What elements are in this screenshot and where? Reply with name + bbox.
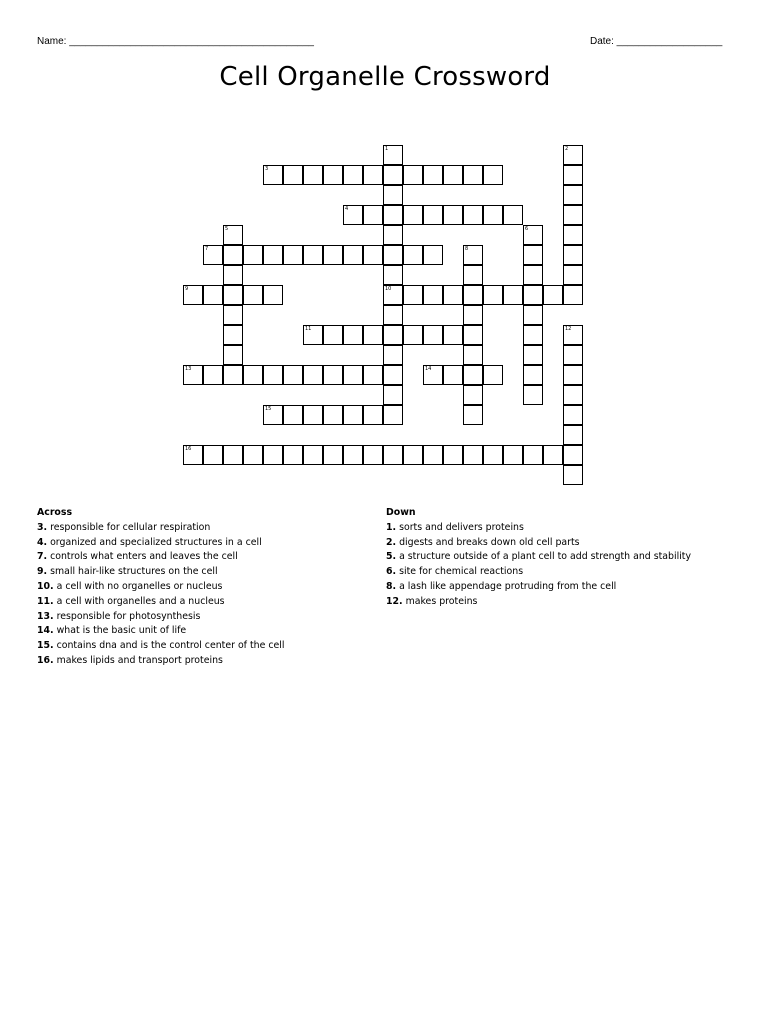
cell-number: 1 — [385, 146, 389, 152]
crossword-cell[interactable] — [563, 285, 583, 305]
cell-number: 3 — [265, 166, 269, 172]
crossword-cell[interactable] — [403, 325, 423, 345]
crossword-cell[interactable] — [443, 285, 463, 305]
crossword-cell[interactable] — [443, 325, 463, 345]
crossword-cell[interactable] — [563, 425, 583, 445]
crossword-cell[interactable] — [263, 165, 283, 185]
crossword-cell[interactable] — [443, 165, 463, 185]
clue-text: controls what enters and leaves the cell — [47, 551, 238, 563]
cell-number: 8 — [465, 246, 469, 252]
crossword-cell[interactable] — [243, 445, 263, 465]
clue-number: 1. — [386, 521, 397, 533]
clue-text: a structure outside of a plant cell to add strength and stability — [396, 551, 692, 563]
crossword-cell[interactable] — [463, 205, 483, 225]
crossword-cell[interactable] — [523, 385, 543, 405]
crossword-cell[interactable] — [283, 165, 303, 185]
crossword-cell[interactable] — [483, 165, 503, 185]
crossword-cell[interactable] — [563, 325, 583, 345]
crossword-cell[interactable] — [563, 445, 583, 465]
clue-across-4 — [37, 536, 377, 551]
crossword-cell[interactable] — [563, 165, 583, 185]
crossword-cell[interactable] — [463, 385, 483, 405]
down-clues — [386, 506, 746, 610]
crossword-cell[interactable] — [383, 165, 403, 185]
clue-across-14 — [37, 624, 377, 639]
crossword-cell[interactable] — [263, 285, 283, 305]
crossword-cell[interactable] — [183, 445, 203, 465]
crossword-cell[interactable] — [383, 145, 403, 165]
crossword-cell[interactable] — [463, 165, 483, 185]
clue-across-16 — [37, 654, 377, 669]
crossword-cell[interactable] — [383, 445, 403, 465]
crossword-cell[interactable] — [523, 305, 543, 325]
cell-number: 11 — [305, 326, 312, 332]
crossword-cell[interactable] — [383, 305, 403, 325]
clue-text: responsible for photosynthesis — [53, 610, 201, 622]
crossword-cell[interactable] — [323, 245, 343, 265]
clue-across-11 — [37, 595, 377, 610]
clue-across-9 — [37, 565, 377, 580]
crossword-cell[interactable] — [203, 285, 223, 305]
clue-text: makes lipids and transport proteins — [53, 654, 223, 666]
crossword-cell[interactable] — [563, 185, 583, 205]
clue-number: 10. — [37, 580, 54, 592]
crossword-cell[interactable] — [383, 225, 403, 245]
crossword-cell[interactable] — [223, 265, 243, 285]
crossword-cell[interactable] — [283, 365, 303, 385]
clue-number: 7. — [37, 551, 48, 563]
clue-text: what is the basic unit of life — [53, 625, 187, 637]
crossword-cell[interactable] — [343, 405, 363, 425]
crossword-cell[interactable] — [303, 325, 323, 345]
crossword-cell[interactable] — [563, 205, 583, 225]
clue-down-5 — [386, 550, 746, 565]
crossword-cell[interactable] — [423, 325, 443, 345]
clue-down-8 — [386, 580, 746, 595]
crossword-cell[interactable] — [483, 445, 503, 465]
clue-number: 9. — [37, 566, 48, 578]
crossword-cell[interactable] — [343, 245, 363, 265]
crossword-cell[interactable] — [523, 325, 543, 345]
crossword-cell[interactable] — [303, 165, 323, 185]
crossword-cell[interactable] — [283, 445, 303, 465]
crossword-cell[interactable] — [443, 205, 463, 225]
date-field: Date: ___________________ — [590, 36, 723, 47]
crossword-cell[interactable] — [363, 205, 383, 225]
crossword-cell[interactable] — [563, 345, 583, 365]
cell-number: 12 — [565, 326, 572, 332]
crossword-cell[interactable] — [203, 445, 223, 465]
crossword-cell[interactable] — [323, 165, 343, 185]
crossword-cell[interactable] — [483, 205, 503, 225]
crossword-cell[interactable] — [303, 365, 323, 385]
crossword-cell[interactable] — [463, 305, 483, 325]
crossword-cell[interactable] — [363, 325, 383, 345]
cell-number: 9 — [185, 286, 189, 292]
crossword-cell[interactable] — [523, 225, 543, 245]
clue-number: 15. — [37, 640, 54, 652]
crossword-cell[interactable] — [543, 445, 563, 465]
clue-number: 6. — [386, 566, 397, 578]
crossword-cell[interactable] — [283, 405, 303, 425]
crossword-cell[interactable] — [383, 185, 403, 205]
crossword-cell[interactable] — [423, 165, 443, 185]
crossword-cell[interactable] — [403, 205, 423, 225]
clue-text: organized and specialized structures in a cell — [47, 536, 262, 548]
cell-number: 5 — [225, 226, 229, 232]
clue-across-3 — [37, 521, 377, 536]
crossword-cell[interactable] — [223, 365, 243, 385]
clue-down-2 — [386, 536, 746, 551]
cell-number: 2 — [565, 146, 569, 152]
cell-number: 13 — [185, 366, 192, 372]
crossword-cell[interactable] — [223, 325, 243, 345]
clue-text: small hair-like structures on the cell — [47, 566, 218, 578]
crossword-cell[interactable] — [343, 445, 363, 465]
cell-number: 6 — [525, 226, 529, 232]
crossword-cell[interactable] — [503, 285, 523, 305]
crossword-cell[interactable] — [463, 365, 483, 385]
down-heading: Down — [386, 507, 416, 518]
crossword-cell[interactable] — [563, 225, 583, 245]
clue-number: 16. — [37, 654, 54, 666]
crossword-cell[interactable] — [243, 365, 263, 385]
crossword-cell[interactable] — [383, 205, 403, 225]
crossword-cell[interactable] — [563, 405, 583, 425]
clue-text: a lash like appendage protruding from the cell — [396, 580, 617, 592]
name-field: Name: ____________________________________________ — [37, 36, 314, 47]
crossword-cell[interactable] — [283, 245, 303, 265]
crossword-cell[interactable] — [363, 405, 383, 425]
crossword-cell[interactable] — [363, 445, 383, 465]
clue-across-7 — [37, 550, 377, 565]
crossword-cell[interactable] — [463, 445, 483, 465]
crossword-grid — [0, 0, 770, 500]
clue-text: sorts and delivers proteins — [396, 521, 524, 533]
clue-number: 5. — [386, 551, 397, 563]
cell-number: 4 — [345, 206, 349, 212]
crossword-cell[interactable] — [403, 245, 423, 265]
crossword-cell[interactable] — [203, 365, 223, 385]
clue-text: site for chemical reactions — [396, 566, 524, 578]
crossword-cell[interactable] — [223, 225, 243, 245]
clue-number: 2. — [386, 536, 397, 548]
cell-number: 16 — [185, 446, 192, 452]
crossword-cell[interactable] — [183, 365, 203, 385]
across-clues — [37, 506, 377, 669]
crossword-cell[interactable] — [503, 205, 523, 225]
clue-number: 4. — [37, 536, 48, 548]
clue-number: 8. — [386, 580, 397, 592]
clue-number: 14. — [37, 625, 54, 637]
crossword-cell[interactable] — [303, 405, 323, 425]
crossword-cell[interactable] — [463, 245, 483, 265]
crossword-cell[interactable] — [563, 265, 583, 285]
crossword-cell[interactable] — [523, 245, 543, 265]
crossword-cell[interactable] — [243, 285, 263, 305]
crossword-cell[interactable] — [503, 445, 523, 465]
crossword-cell[interactable] — [383, 385, 403, 405]
clue-text: a cell with organelles and a nucleus — [53, 595, 225, 607]
clue-text: a cell with no organelles or nucleus — [53, 580, 223, 592]
crossword-cell[interactable] — [383, 245, 403, 265]
cell-number: 7 — [205, 246, 209, 252]
crossword-cell[interactable] — [203, 245, 223, 265]
crossword-cell[interactable] — [403, 165, 423, 185]
page-title: Cell Organelle Crossword — [219, 62, 551, 92]
crossword-cell[interactable] — [403, 445, 423, 465]
cell-number: 10 — [385, 286, 392, 292]
crossword-cell[interactable] — [223, 445, 243, 465]
crossword-cell[interactable] — [403, 285, 423, 305]
crossword-cell[interactable] — [223, 305, 243, 325]
crossword-cell[interactable] — [323, 405, 343, 425]
crossword-cell[interactable] — [183, 285, 203, 305]
crossword-cell[interactable] — [523, 445, 543, 465]
crossword-cell[interactable] — [363, 365, 383, 385]
crossword-cell[interactable] — [323, 325, 343, 345]
crossword-cell[interactable] — [563, 145, 583, 165]
clue-number: 13. — [37, 610, 54, 622]
crossword-cell[interactable] — [223, 285, 243, 305]
crossword-cell[interactable] — [343, 365, 363, 385]
crossword-cell[interactable] — [303, 245, 323, 265]
crossword-cell[interactable] — [543, 285, 563, 305]
crossword-cell[interactable] — [263, 445, 283, 465]
cell-number: 14 — [425, 366, 432, 372]
crossword-cell[interactable] — [523, 285, 543, 305]
crossword-cell[interactable] — [243, 245, 263, 265]
clue-number: 3. — [37, 521, 48, 533]
crossword-cell[interactable] — [383, 345, 403, 365]
crossword-cell[interactable] — [343, 325, 363, 345]
clue-text: makes proteins — [402, 595, 478, 607]
crossword-cell[interactable] — [263, 245, 283, 265]
crossword-cell[interactable] — [343, 165, 363, 185]
crossword-cell[interactable] — [223, 345, 243, 365]
crossword-cell[interactable] — [463, 405, 483, 425]
clue-across-13 — [37, 610, 377, 625]
clue-down-6 — [386, 565, 746, 580]
crossword-cell[interactable] — [483, 285, 503, 305]
crossword-cell[interactable] — [383, 365, 403, 385]
crossword-cell[interactable] — [463, 285, 483, 305]
crossword-cell[interactable] — [263, 365, 283, 385]
clue-text: digests and breaks down old cell parts — [396, 536, 580, 548]
crossword-cell[interactable] — [383, 405, 403, 425]
crossword-cell[interactable] — [423, 245, 443, 265]
cell-number: 15 — [265, 406, 272, 412]
crossword-cell[interactable] — [423, 445, 443, 465]
crossword-cell[interactable] — [423, 365, 443, 385]
crossword-cell[interactable] — [303, 445, 323, 465]
crossword-cell[interactable] — [463, 265, 483, 285]
crossword-cell[interactable] — [523, 365, 543, 385]
crossword-cell[interactable] — [563, 385, 583, 405]
crossword-cell[interactable] — [323, 445, 343, 465]
crossword-cell[interactable] — [463, 325, 483, 345]
clue-number: 12. — [386, 595, 403, 607]
clue-text: contains dna and is the control center of the cell — [53, 640, 285, 652]
crossword-cell[interactable] — [223, 245, 243, 265]
crossword-cell[interactable] — [563, 245, 583, 265]
crossword-cell[interactable] — [443, 365, 463, 385]
crossword-cell[interactable] — [343, 205, 363, 225]
crossword-cell[interactable] — [523, 345, 543, 365]
crossword-cell[interactable] — [463, 345, 483, 365]
crossword-cell[interactable] — [363, 165, 383, 185]
crossword-cell[interactable] — [323, 365, 343, 385]
crossword-cell[interactable] — [363, 245, 383, 265]
crossword-cell[interactable] — [383, 265, 403, 285]
crossword-cell[interactable] — [383, 285, 403, 305]
clue-text: responsible for cellular respiration — [47, 521, 211, 533]
crossword-cell[interactable] — [523, 265, 543, 285]
clue-across-15 — [37, 639, 377, 654]
crossword-cell[interactable] — [563, 465, 583, 485]
crossword-cell[interactable] — [423, 205, 443, 225]
clue-number: 11. — [37, 595, 54, 607]
clue-down-1 — [386, 521, 746, 536]
crossword-cell[interactable] — [443, 445, 463, 465]
clue-across-10 — [37, 580, 377, 595]
crossword-cell[interactable] — [483, 365, 503, 385]
clue-down-12 — [386, 595, 746, 610]
across-heading: Across — [37, 507, 73, 518]
crossword-cell[interactable] — [383, 325, 403, 345]
crossword-cell[interactable] — [423, 285, 443, 305]
crossword-cell[interactable] — [563, 365, 583, 385]
crossword-cell[interactable] — [263, 405, 283, 425]
